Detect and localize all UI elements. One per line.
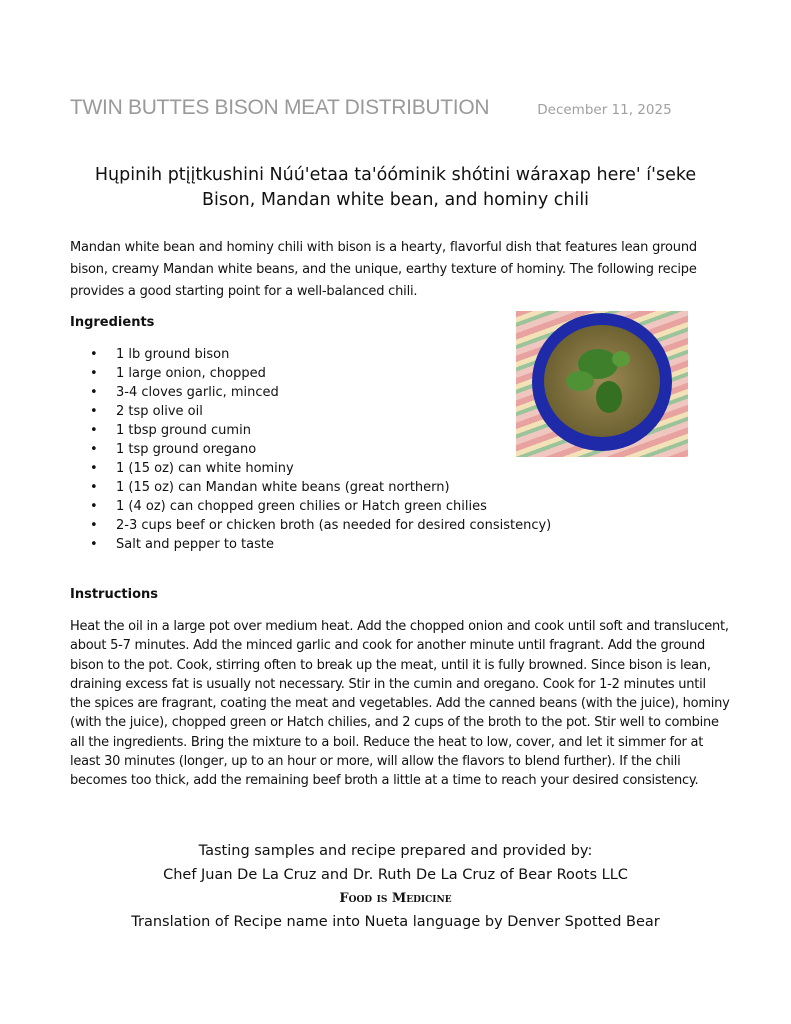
document-header [70,96,672,120]
ingredient-item: • Salt and pepper to taste [116,535,551,554]
ingredient-item: • 2-3 cups beef or chicken broth (as needed for desired consistency) [116,516,551,535]
ingredient-item: • 1 (15 oz) can Mandan white beans (great northern) [116,478,551,497]
credits [0,840,791,934]
ingredient-item: • 3-4 cloves garlic, minced [116,383,551,402]
intro-paragraph: Mandan white bean and hominy chili with bison is a hearty, flavorful dish that features lean ground bison, creamy Mandan white beans, and the unique, earthy texture of hominy. The following recipe provides a good starting point for a well-balanced chili. [70,240,697,299]
ingredient-item: • 1 large onion, chopped [116,364,551,383]
translation-credit: Translation of Recipe name into Nueta language by Denver Spotted Bear [131,913,660,930]
recipe-title-nueta: Hųpinih ptįįtkushini Núú'etaa ta'óóminik shótini wáraxap here' í'seke [94,165,697,185]
ingredients-heading: Ingredients [70,315,155,330]
instructions-heading: Instructions [70,587,159,602]
ingredient-item: • 1 (4 oz) can chopped green chilies or Hatch green chilies [116,497,551,516]
credits-chefs: Chef Juan De La Cruz and Dr. Ruth De La Cruz of Bear Roots LLC [163,866,628,883]
recipe-title [0,163,791,213]
organization-name: TWIN BUTTES BISON MEAT DISTRIBUTION [70,96,490,119]
recipe-title-english: Bison, Mandan white bean, and hominy chili [201,190,590,210]
ingredients-list [70,345,551,554]
instructions-paragraph: Heat the oil in a large pot over medium heat. Add the chopped onion and cook until soft and translucent, about 5-7 minutes. Add the minced garlic and cook for another minute until fragrant. Add the ground bison to the pot. Cook, stirring often to break up the meat, until it is fully browned. Since bison is lean, draining excess fat is usually not necessary. Stir in the cumin and oregano. Cook for 1-2 minutes until the spices are fragrant, coating the meat and vegetables. Add the canned beans (with the juice), hominy (with the juice), chopped green or Hatch chilies, and 2 cups of the broth to the pot. Stir well to combine all the ingredients. Bring the mixture to a boil. Reduce the heat to low, cover, and let it simmer for at least 30 minutes (longer, up to an hour or more, will allow the flavors to blend further). If the chili becomes too thick, add the remaining beef broth a little at a time to reach your desired consistency. [70,619,730,789]
ingredient-item: • 1 tbsp ground cumin [116,421,551,440]
ingredient-item: • 1 lb ground bison [116,345,551,364]
ingredient-item: • 1 (15 oz) can white hominy [116,459,551,478]
credits-intro: Tasting samples and recipe prepared and provided by: [198,843,593,859]
ingredient-item: • 2 tsp olive oil [116,402,551,421]
ingredient-item: • 1 tsp ground oregano [116,440,551,459]
document-date: December 11, 2025 [537,102,672,118]
motto: Food is Medicine [339,891,452,906]
